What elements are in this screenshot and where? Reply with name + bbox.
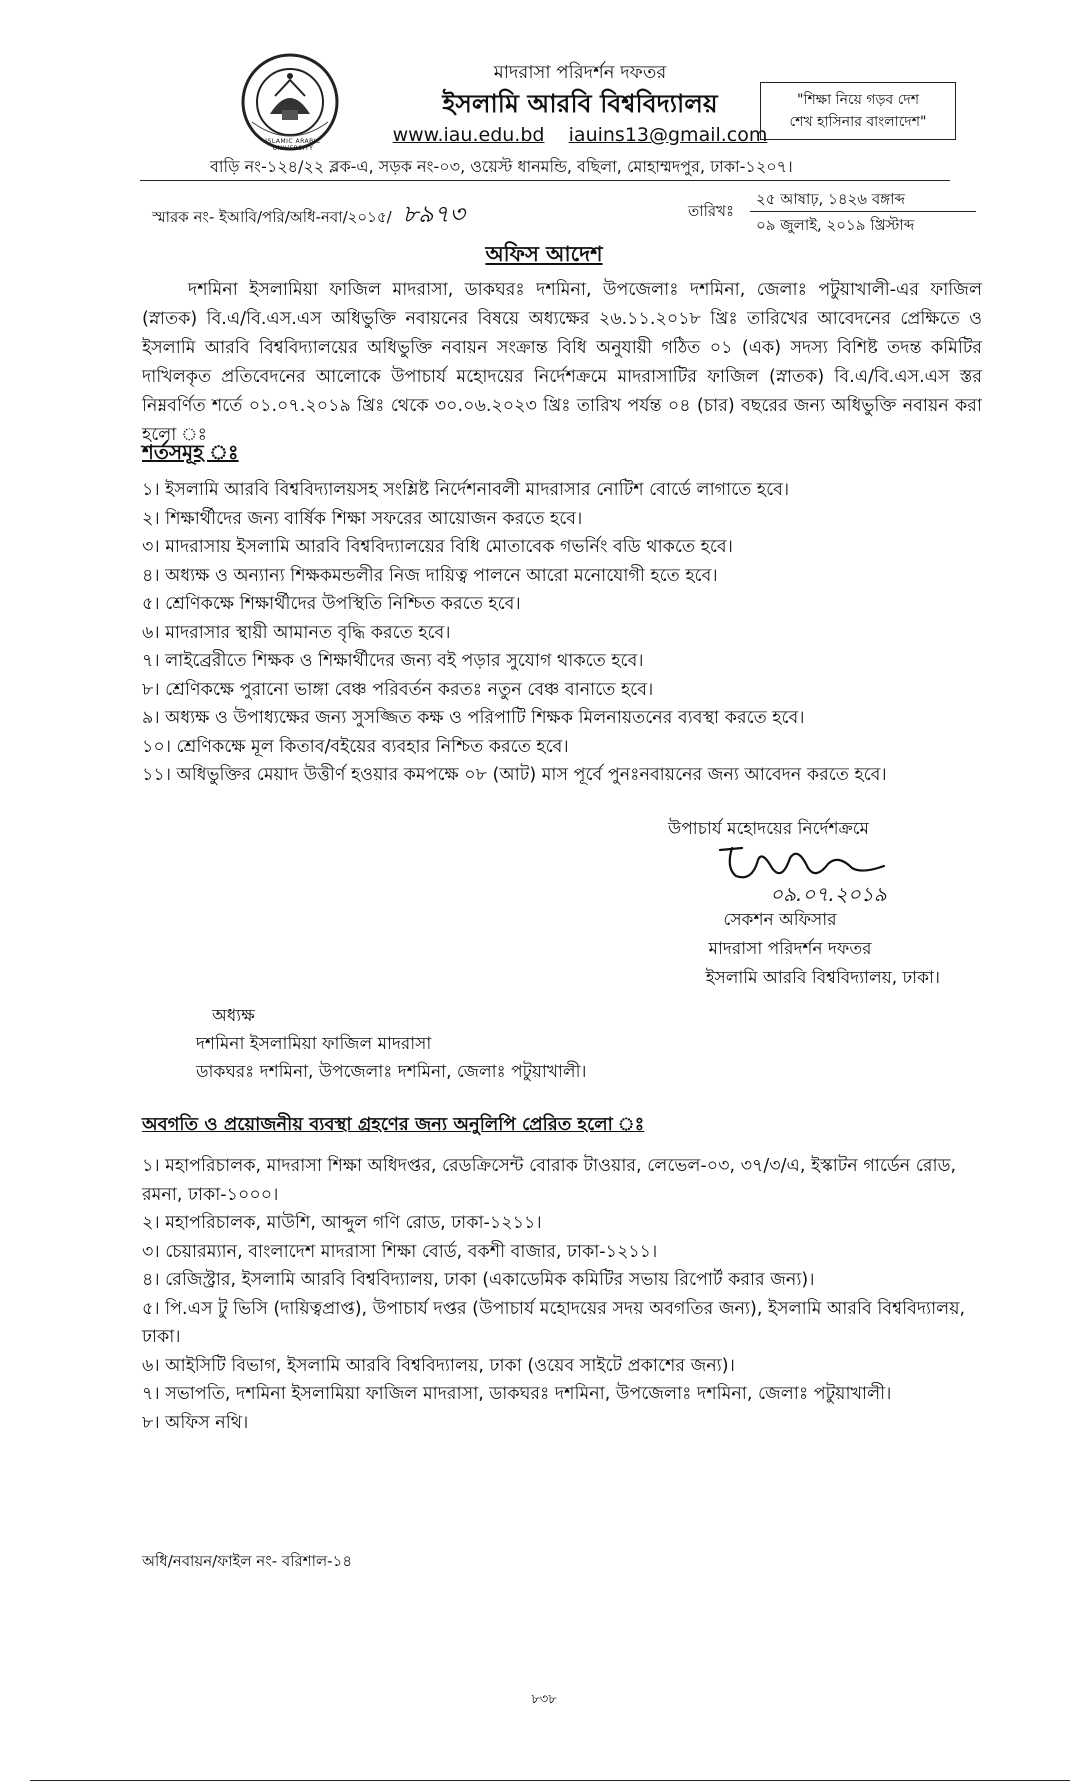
cc-item: ৪। রেজিস্ট্রার, ইসলামি আরবি বিশ্ববিদ্যালয়, ঢাকা (একাডেমিক কমিটির সভায় রিপোর্ট করার জন্য)। — [142, 1270, 815, 1290]
condition-item: ৬। মাদরাসার স্থায়ী আমানত বৃদ্ধি করতে হবে। — [142, 622, 451, 643]
motto-box — [760, 82, 956, 140]
signatory-office: মাদরাসা পরিদর্শন দফতর — [708, 939, 872, 959]
cc-item: ৫। পি.এস টু ভিসি (দায়িত্বপ্রাপ্ত), উপাচার্য দপ্তর (উপাচার্য মহোদয়ের সদয় অবগতির জন্য), ইসলামি আরবি বিশ্ববিদ্যালয়, ঢাকা। — [142, 1298, 966, 1347]
header-divider — [140, 180, 950, 181]
signature-date: ০৯.০৭.২০১৯ — [770, 882, 887, 906]
cc-item: ২। মহাপরিচালক, মাউশি, আব্দুল গণি রোড, ঢাকা-১২১১। — [142, 1213, 542, 1233]
university-seal-icon — [240, 52, 340, 152]
condition-item: ১১। অধিভুক্তির মেয়াদ উত্তীর্ণ হওয়ার কমপক্ষে ০৮ (আট) মাস পূর্বে পুনঃনবায়নের জন্য আবেদন করতে হবে। — [142, 765, 887, 785]
conditions-heading: শর্তসমূহ ঃ — [142, 440, 239, 464]
file-reference: অধি/নবায়ন/ফাইল নং- বরিশাল-১৪ — [142, 1552, 353, 1570]
cc-item: ৮। অফিস নথি। — [142, 1412, 249, 1433]
memo-reference — [152, 196, 465, 236]
date-label: তারিখঃ — [688, 202, 734, 220]
logo-text: ISLAMIC ARABIC UNIVERSITY — [265, 138, 321, 152]
order-paragraph — [142, 276, 982, 450]
header-address: বাড়ি নং-১২৪/২২ ব্লক-এ, সড়ক নং-০৩, ওয়েস্ট ধানমন্ডি, বছিলা, মোহাম্মদপুর, ঢাকা-১২০৭। — [210, 157, 793, 176]
website-link[interactable]: www.iau.edu.bd — [392, 124, 545, 146]
cc-list — [142, 1152, 984, 1437]
order-paragraph-text: দশমিনা ইসলামিয়া ফাজিল মাদরাসা, ডাকঘরঃ দশমিনা, উপজেলাঃ দশমিনা, জেলাঃ পটুয়াখালী-এর ফাজিল (স্নাতক) বি.এ/বি.এস.এস অধিভুক্তি নবায়নের বিষয়ে অধ্যক্ষের ২৬.১১.২০১৮ খ্রিঃ তারিখের আবেদনের প্রেক্ষিতে ও ইসলামি আরবি বিশ্ববিদ্যালয়ের অধিভুক্তি নবায়ন সংক্রান্ত বিধি অনুযায়ী গঠিত ০১ (এক) সদস্য বিশিষ্ট তদন্ত কমিটির দাখিলকৃত প্রতিবেদনের আলোকে উপাচার্য মহোদয়ের নির্দেশক্রমে মাদরাসাটির ফাজিল (স্নাতক) বি.এ/বি.এস.এস স্তর নিম্নবর্ণিত শর্তে ০১.০৭.২০১৯ খ্রিঃ থেকে ৩০.০৬.২০২৩ খ্রিঃ তারিখ পর্যন্ত ০৪ (চার) বছরের জন্য অধিভুক্তি নবায়ন করা হলো ঃ — [142, 280, 982, 445]
cc-item: ৬। আইসিটি বিভাগ, ইসলামি আরবি বিশ্ববিদ্যালয়, ঢাকা (ওয়েব সাইটে প্রকাশের জন্য)। — [142, 1355, 735, 1376]
date-bangla: ২৫ আষাঢ়, ১৪২৬ বঙ্গাব্দ — [756, 190, 905, 208]
university-name: ইসলামি আরবি বিশ্ববিদ্যালয় — [442, 89, 718, 118]
office-name: মাদরাসা পরিদর্শন দফতর — [493, 62, 667, 83]
condition-item: ৩। মাদরাসায় ইসলামি আরবি বিশ্ববিদ্যালয়ের বিধি মোতাবেক গভর্নিং বডি থাকতে হবে। — [142, 537, 733, 557]
signatory-block — [560, 906, 940, 993]
conditions-list — [142, 476, 992, 790]
contact-line — [360, 124, 800, 146]
university-logo — [240, 52, 340, 152]
condition-item: ২। শিক্ষার্থীদের জন্য বার্ষিক শিক্ষা সফরের আয়োজন করতে হবে। — [142, 508, 583, 529]
condition-item: ৪। অধ্যক্ষ ও অন্যান্য শিক্ষকমন্ডলীর নিজ দায়িত্ব পালনে আরো মনোযোগী হতে হবে। — [142, 565, 718, 586]
memo-ref-number: ৮৯৭৩ — [402, 200, 465, 228]
date-gregorian: ০৯ জুলাই, ২০১৯ খ্রিস্টাব্দ — [756, 216, 915, 234]
signatory-org: ইসলামি আরবি বিশ্ববিদ্যালয়, ঢাকা। — [705, 968, 940, 988]
document-title: অফিস আদেশ — [485, 242, 603, 266]
page-bottom-line — [30, 1780, 1070, 1781]
by-order-line: উপাচার্য মহোদয়ের নির্দেশক্রমে — [668, 819, 869, 839]
condition-item: ১০। শ্রেণিকক্ষে মূল কিতাব/বইয়ের ব্যবহার নিশ্চিত করতে হবে। — [142, 736, 569, 757]
memo-ref-label: স্মারক নং- ইআবি/পরি/অধি-নবা/২০১৫/ — [152, 208, 392, 226]
condition-item: ৭। লাইব্রেরীতে শিক্ষক ও শিক্ষার্থীদের জন্য বই পড়ার সুযোগ থাকতে হবে। — [142, 651, 644, 671]
cc-item: ১। মহাপরিচালক, মাদরাসা শিক্ষা অধিদপ্তর, রেডক্রিসেন্ট বোরাক টাওয়ার, লেভেল-০৩, ৩৭/৩/এ, ইস্কাটন গার্ডেন রোড, রমনা, ঢাকা-১০০০। — [142, 1156, 957, 1205]
condition-item: ৮। শ্রেণিকক্ষে পুরানো ভাঙ্গা বেঞ্চ পরিবর্তন করতঃ নতুন বেঞ্চ বানাতে হবে। — [142, 679, 654, 700]
recipient-institution: দশমিনা ইসলামিয়া ফাজিল মাদরাসা — [196, 1034, 432, 1054]
motto-line-1: "শিক্ষা নিয়ে গড়ব দেশ — [797, 92, 919, 108]
signatory-designation: সেকশন অফিসার — [723, 910, 837, 930]
date-divider — [750, 211, 976, 212]
condition-item: ৯। অধ্যক্ষ ও উপাধ্যক্ষের জন্য সুসজ্জিত কক্ষ ও পরিপাটি শিক্ষক মিলনায়তনের ব্যবস্থা করতে হবে। — [142, 708, 805, 728]
recipient-block — [196, 1002, 587, 1086]
condition-item: ১। ইসলামি আরবি বিশ্ববিদ্যালয়সহ সংশ্লিষ্ট নির্দেশনাবলী মাদরাসার নোটিশ বোর্ডে লাগাতে হবে। — [142, 480, 790, 500]
cc-item: ৩। চেয়ারম্যান, বাংলাদেশ মাদরাসা শিক্ষা বোর্ড, বকশী বাজার, ঢাকা-১২১১। — [142, 1241, 658, 1262]
recipient-address: ডাকঘরঃ দশমিনা, উপজেলাঃ দশমিনা, জেলাঃ পটুয়াখালী। — [196, 1062, 587, 1082]
cc-heading: অবগতি ও প্রয়োজনীয় ব্যবস্থা গ্রহণের জন্য অনুলিপি প্রেরিত হলো ঃ — [142, 1114, 645, 1135]
motto-line-2: শেখ হাসিনার বাংলাদেশ" — [789, 114, 927, 130]
email-link[interactable]: iauins13@gmail.com — [568, 124, 768, 146]
page-number: ৮৩৮ — [531, 1692, 557, 1707]
cc-item: ৭। সভাপতি, দশমিনা ইসলামিয়া ফাজিল মাদরাসা, ডাকঘরঃ দশমিনা, উপজেলাঃ দশমিনা, জেলাঃ পটুয়াখালী। — [142, 1384, 892, 1404]
recipient-title: অধ্যক্ষ — [212, 1006, 255, 1026]
condition-item: ৫। শ্রেণিকক্ষে শিক্ষার্থীদের উপস্থিতি নিশ্চিত করতে হবে। — [142, 594, 521, 614]
